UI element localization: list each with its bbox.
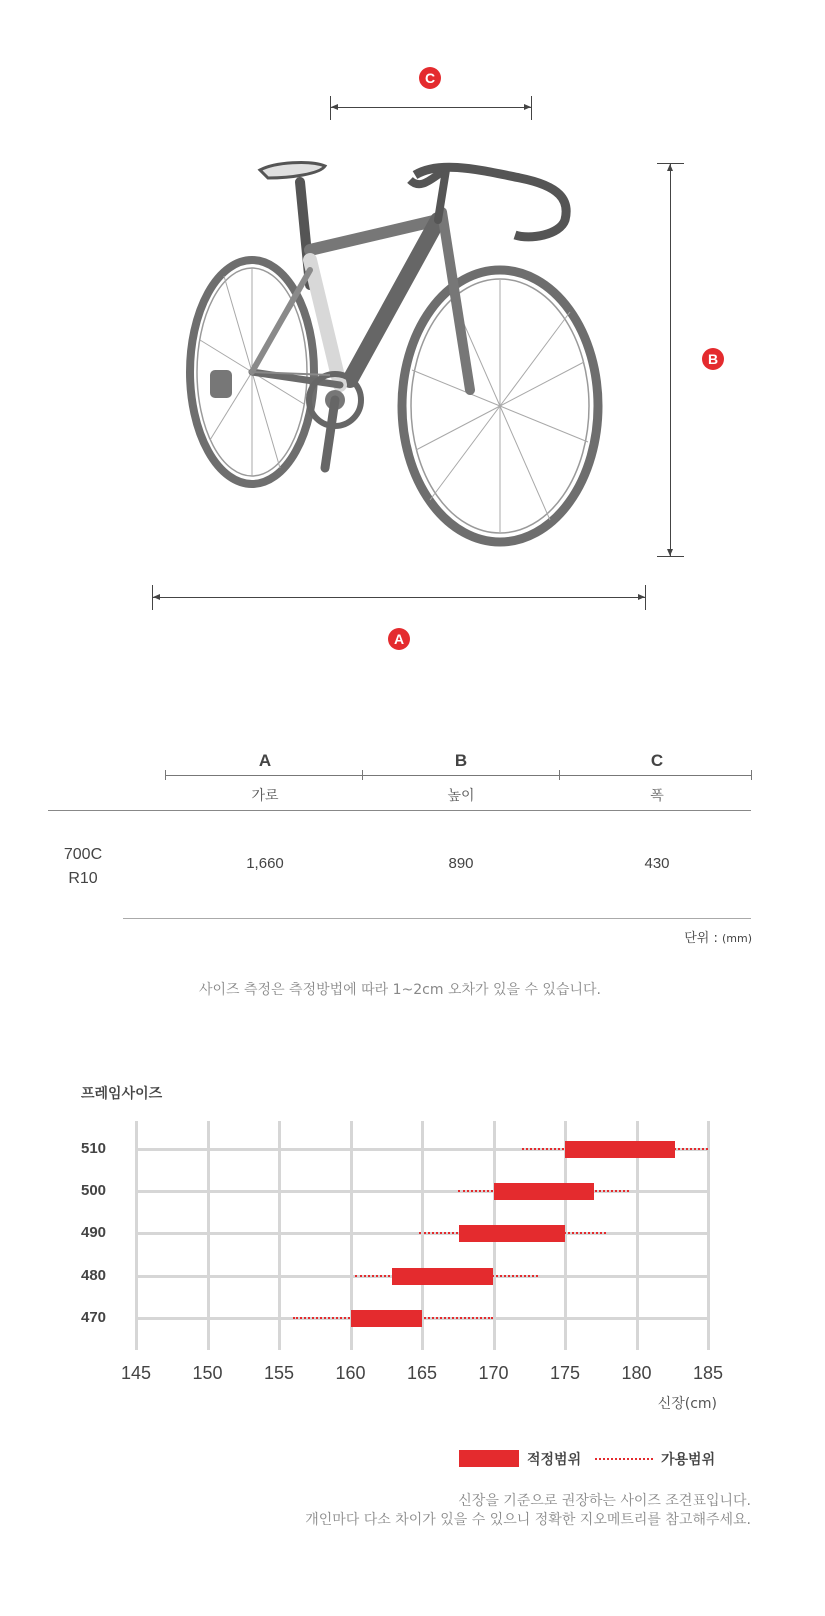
bracket-tick-4	[751, 770, 752, 780]
bracket-tick-1	[165, 770, 166, 780]
dimension-a-arrow-right	[638, 594, 645, 600]
usable-range-480	[355, 1275, 538, 1277]
dimension-a-line	[153, 597, 645, 598]
row-track-500	[136, 1190, 708, 1193]
frame-size-label-480: 480	[81, 1267, 107, 1284]
dimension-b-arrow-down	[667, 549, 673, 556]
grid-line-185	[707, 1121, 710, 1350]
header-bracket-line	[165, 775, 752, 776]
unit-value: (mm)	[721, 932, 752, 945]
grid-line-150	[207, 1121, 210, 1350]
usable-range-470	[293, 1317, 493, 1319]
header-divider	[48, 810, 751, 811]
usable-range-500	[458, 1190, 630, 1192]
legend-usable-line	[595, 1458, 653, 1460]
dimension-c-line	[331, 107, 531, 108]
dimension-c-arrow-right	[524, 104, 531, 110]
x-tick-label: 185	[692, 1363, 724, 1383]
grid-line-165	[421, 1121, 424, 1350]
x-tick-label: 165	[406, 1363, 438, 1383]
row-track-510	[136, 1148, 708, 1151]
dimension-a-tick-right	[645, 585, 646, 610]
optimal-range-470	[351, 1310, 423, 1327]
footnote	[305, 1492, 751, 1530]
usable-range-510	[522, 1148, 708, 1150]
column-b-letter: B	[454, 751, 468, 770]
optimal-range-510	[565, 1141, 675, 1158]
x-tick-label: 145	[120, 1363, 152, 1383]
x-tick-label: 150	[192, 1363, 223, 1383]
dimension-b-tick-bottom	[657, 556, 684, 557]
grid-line-180	[636, 1121, 639, 1350]
bracket-tick-2	[362, 770, 363, 780]
chart-title: 프레임사이즈	[81, 1086, 163, 1102]
frame-size-label-500: 500	[81, 1182, 107, 1199]
optimal-range-480	[392, 1268, 494, 1285]
unit-note	[684, 927, 752, 946]
column-b-label: 높이	[447, 788, 475, 804]
value-c: 430	[644, 855, 670, 872]
footnote-line-2: 개인마다 다소 차이가 있을 수 있으니 정확한 지오메트리를 참고해주세요.	[305, 1512, 751, 1528]
x-axis-label: 신장(cm)	[657, 1396, 717, 1412]
value-b: 890	[448, 855, 474, 872]
dimension-c-tick-right	[531, 96, 532, 120]
grid-line-145	[135, 1121, 138, 1350]
row-track-480	[136, 1275, 708, 1278]
legend-optimal-swatch	[459, 1450, 519, 1467]
grid-line-155	[278, 1121, 281, 1350]
dimension-a-badge: A	[388, 628, 410, 650]
bicycle-illustration	[180, 150, 620, 550]
frame-size-label-470: 470	[81, 1309, 107, 1326]
grid-line-175	[564, 1121, 567, 1350]
value-a: 1,660	[246, 855, 284, 872]
dimension-a-arrow-left	[153, 594, 160, 600]
column-a-letter: A	[258, 751, 272, 770]
dimension-c-arrow-left	[331, 104, 338, 110]
table-bottom-line	[123, 918, 751, 919]
frame-size-label-490: 490	[81, 1224, 107, 1241]
x-tick-label: 175	[549, 1363, 581, 1383]
footnote-line-1: 신장을 기준으로 권장하는 사이즈 조견표입니다.	[458, 1493, 751, 1509]
column-c-label: 폭	[650, 788, 664, 804]
model-line-1: 700C	[63, 846, 103, 863]
dimension-c-badge: C	[419, 67, 441, 89]
optimal-range-490	[459, 1225, 565, 1242]
dimension-b-badge: B	[702, 348, 724, 370]
x-tick-label: 170	[478, 1363, 509, 1383]
bicycle-image	[180, 150, 620, 550]
column-c-letter: C	[650, 751, 664, 770]
unit-label: 단위 :	[684, 931, 722, 946]
model-line-2: R10	[68, 870, 98, 887]
optimal-range-500	[494, 1183, 594, 1200]
row-track-470	[136, 1317, 708, 1320]
usable-range-490	[419, 1232, 606, 1234]
row-track-490	[136, 1232, 708, 1235]
measurement-note: 사이즈 측정은 측정방법에 따라 1~2cm 오차가 있을 수 있습니다.	[199, 982, 601, 998]
grid-line-170	[493, 1121, 496, 1350]
dimension-b-arrow-up	[667, 164, 673, 171]
legend-usable-label: 가용범위	[661, 1452, 716, 1468]
x-tick-label: 180	[621, 1363, 652, 1383]
column-a-label: 가로	[251, 788, 279, 804]
x-tick-label: 160	[335, 1363, 366, 1383]
frame-size-label-510: 510	[81, 1140, 107, 1157]
legend-optimal-label: 적정범위	[527, 1452, 582, 1468]
dimension-b-line	[670, 164, 671, 556]
bracket-tick-3	[559, 770, 560, 780]
grid-line-160	[350, 1121, 353, 1350]
x-tick-label: 155	[263, 1363, 295, 1383]
model-name	[50, 843, 116, 891]
